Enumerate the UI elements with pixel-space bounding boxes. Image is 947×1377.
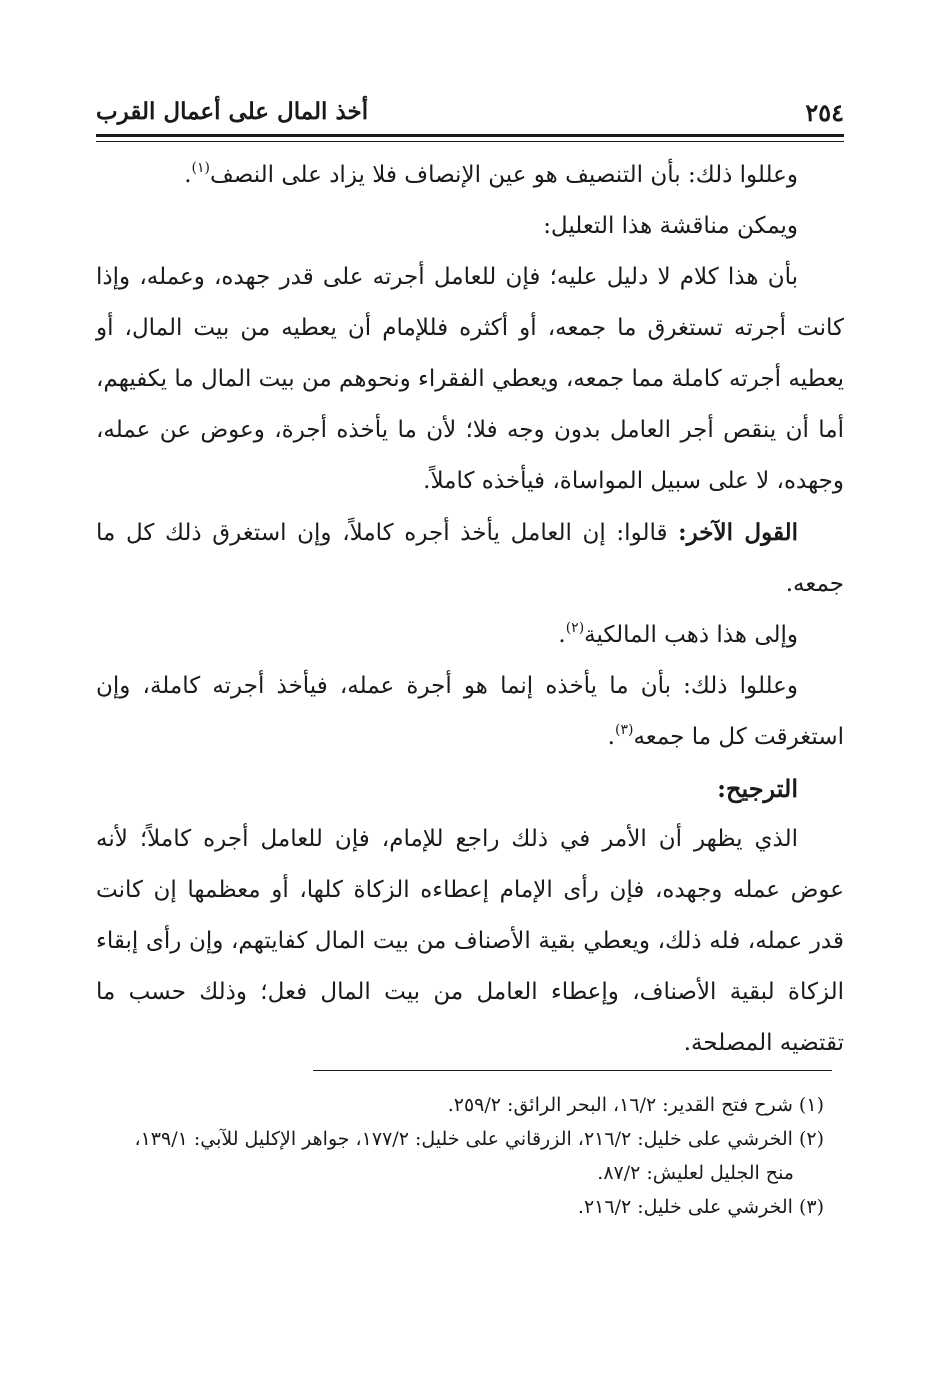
paragraph-text: وعللوا ذلك: بأن التنصيف هو عين الإنصاف فلا يزاد على النصف — [209, 162, 798, 188]
paragraph-text: وعللوا ذلك: بأن ما يأخذه إنما هو أجرة عمله، فيأخذ أجرته كاملة، وإن استغرقت كل ما جمعه — [96, 673, 844, 750]
footnote: (١) شرح فتح القدير: ١٦/٢، البحر الرائق: ٢٥٩/٢. — [447, 1094, 824, 1116]
section-heading: الترجيح: — [717, 774, 798, 803]
footnote-ref: (١) — [191, 160, 210, 176]
page-number: ٢٥٤ — [805, 98, 844, 127]
paragraph-text: قالوا: إن العامل يأخذ أجره كاملاً، وإن استغرق ذلك كل ما جمعه. — [96, 520, 844, 597]
footnote: (٢) الخرشي على خليل: ٢١٦/٢، الزرقاني على خليل: ١٧٧/٢، جواهر الإكليل للآبي: ١٣٩/١، — [134, 1128, 824, 1150]
footnote-ref: (٣) — [614, 722, 634, 738]
paragraph: وإلى هذا ذهب المالكية$^{(٢)}$. — [558, 620, 798, 648]
paragraph: الذي يظهر أن الأمر في ذلك راجع للإمام، فإن للعامل أجره كاملاً؛ لأنه عوض عمله وجهده، فإن رأى الإمام إعطاءه الزكاة كلها، أو معظمها إن كانت قدر عمله، فله ذلك، ويعطي بقية الأصناف من بيت المال كفايتهم، وإن رأى إبقاء الزكاة لبقية الأصناف، وإعطاء العامل من بيت المال فعل؛ وذلك حسب ما تقتضيه المصلحة. — [96, 826, 844, 1056]
header-rule-thin — [96, 141, 844, 142]
footnote: (٣) الخرشي على خليل: ٢١٦/٢. — [577, 1196, 824, 1218]
paragraph: وعللوا ذلك: بأن التنصيف هو عين الإنصاف فلا يزاد على النصف$^{(١)}$. — [184, 160, 798, 188]
header-rule-thick — [96, 134, 844, 137]
section-lead: القول الآخر: — [678, 519, 799, 546]
page-header — [96, 96, 844, 126]
paragraph: وعللوا ذلك: بأن ما يأخذه إنما هو أجرة عمله، فيأخذ أجرته كاملة، وإن استغرقت كل ما جمعه$^{(٣)}$. — [96, 673, 844, 750]
footnote-continuation: منح الجليل لعليش: ٨٧/٢. — [597, 1162, 794, 1184]
paragraph-text: وإلى هذا ذهب المالكية — [584, 622, 798, 648]
paragraph: ويمكن مناقشة هذا التعليل: — [543, 213, 798, 239]
footnotes — [96, 1088, 844, 1224]
footnote-ref: (٢) — [565, 620, 585, 636]
paragraph: بأن هذا كلام لا دليل عليه؛ فإن للعامل أجرته على قدر جهده، وعمله، وإذا كانت أجرته تستغرق ما جمعه، أو أكثره فللإمام أن يعطيه من بيت المال، أو يعطيه أجرته كاملة مما جمعه، ويعطي الفقراء ونحوهم من بيت المال ما يكفيهم، أما أن ينقص أجر العامل بدون وجه فلا؛ لأن ما يأخذه أجرة، وعوض عن عمله، وجهده، لا على سبيل المواساة، فيأخذه كاملاً. — [96, 264, 844, 494]
running-title: أخذ المال على أعمال القرب — [96, 98, 369, 125]
paragraph — [96, 507, 844, 610]
main-text — [96, 150, 844, 1069]
footnote-separator — [313, 1070, 832, 1071]
